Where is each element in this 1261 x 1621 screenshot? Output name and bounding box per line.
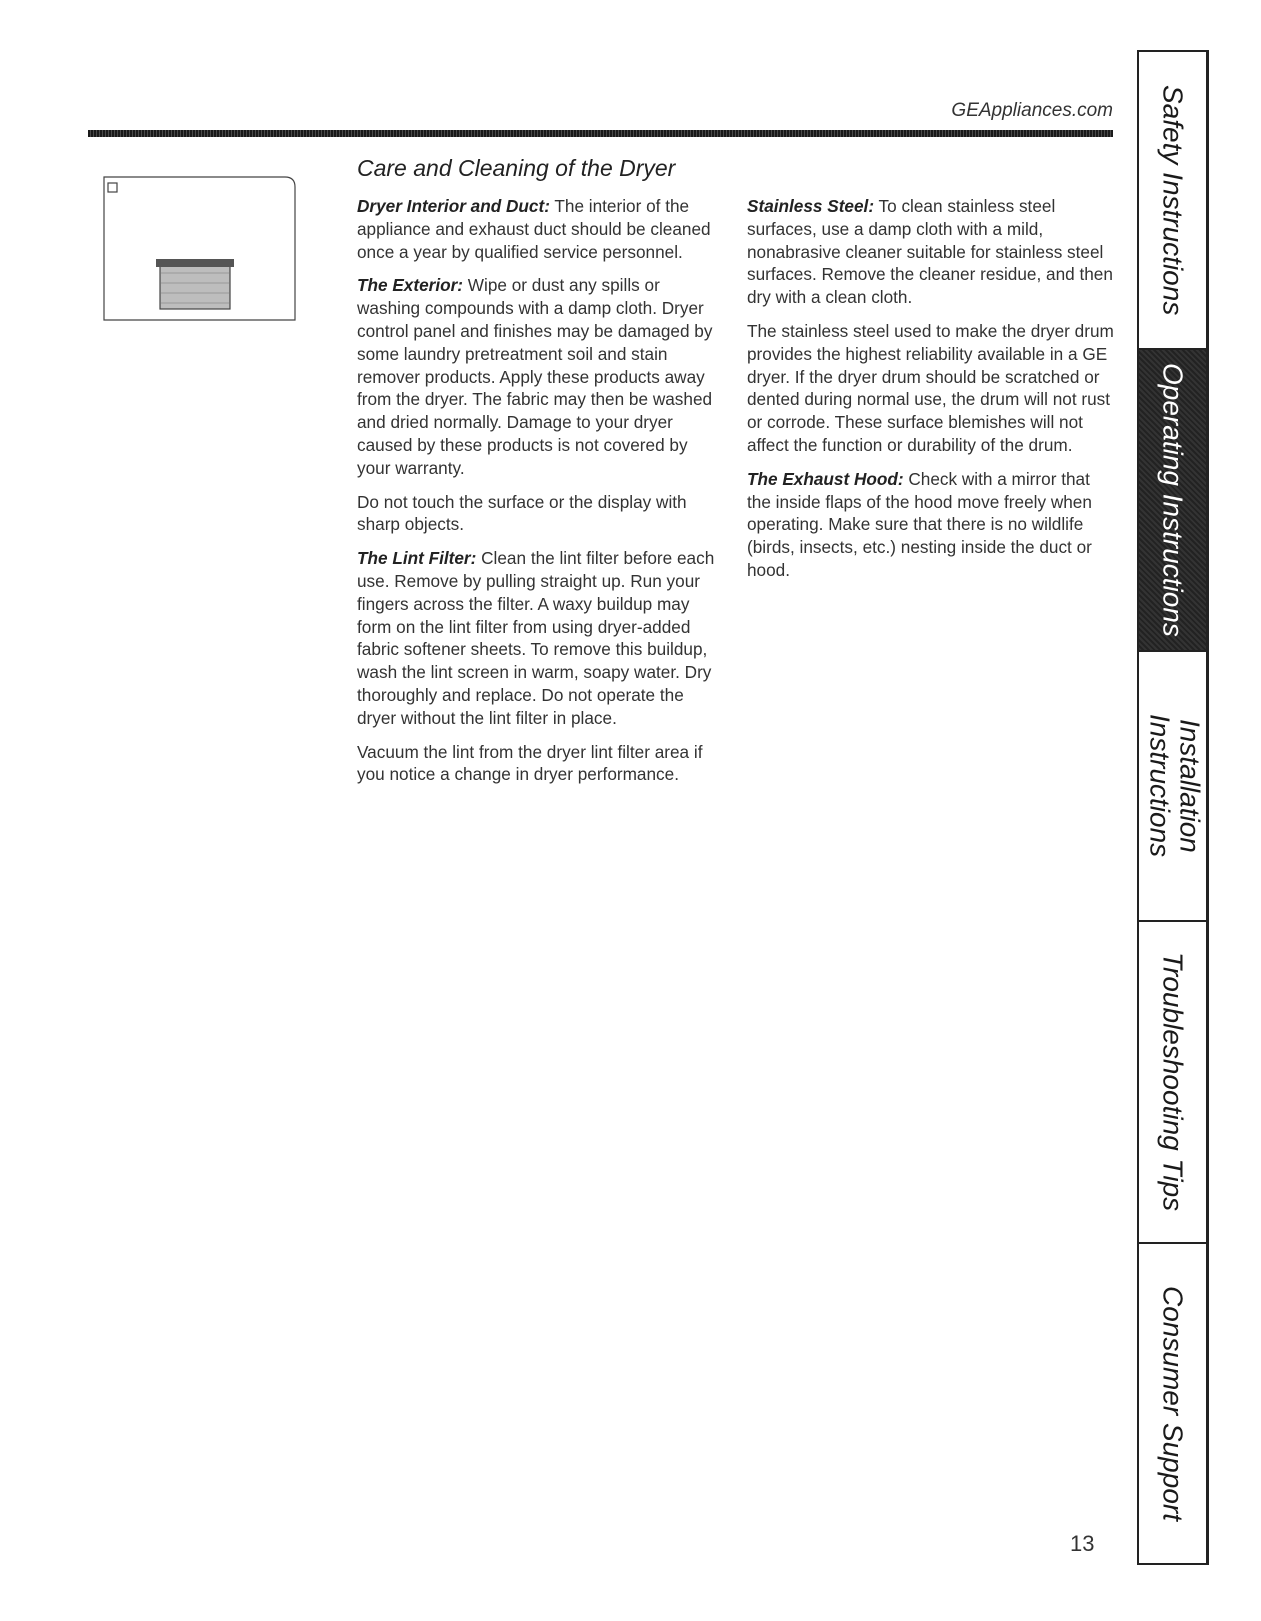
- paragraph-lead: Stainless Steel:: [747, 196, 875, 216]
- tab-label: Troubleshooting Tips: [1157, 952, 1189, 1212]
- tab-installation-instructions[interactable]: [1139, 652, 1206, 922]
- paragraph-text: The stainless steel used to make the dryer drum provides the highest reliability available in a GE dryer. If the dryer drum should be scratched or dented during normal use, the drum will not rust or corrode. These surface blemishes will not affect the function or durability of the drum.: [747, 320, 1114, 455]
- paragraph-text: Check with a mirror that the inside flaps of the hood move freely when operating. Make sure that there is no wildlife (birds, insects, etc.) nesting inside the duct or hood.: [747, 468, 1092, 580]
- left-column: [357, 195, 722, 797]
- paragraph-text: Wipe or dust any spills or washing compounds with a damp cloth. Dryer control panel and finishes may be damaged by some laundry pretreatment soil and stain remover products. Apply these products away from the dryer. The fabric may then be washed and dried normally. Damage to your dryer caused by these products is not covered by your warranty.: [357, 275, 713, 478]
- paragraph-text: To clean stainless steel surfaces, use a damp cloth with a mild, nonabrasive cleaner suitable for stainless steel surfaces. Remove the cleaner residue, and then dry with a clean cloth.: [747, 196, 1113, 308]
- tab-operating-instructions[interactable]: [1139, 350, 1206, 652]
- paragraph-lead: The Exhaust Hood:: [747, 468, 904, 489]
- site-url: GEAppliances.com: [951, 100, 1113, 121]
- paragraph-lead: The Lint Filter:: [357, 548, 477, 569]
- page-number: 13: [1070, 1531, 1095, 1556]
- paragraph-drum: [747, 320, 1117, 457]
- paragraph-exterior: [357, 274, 722, 479]
- paragraph-vacuum: [357, 741, 722, 787]
- paragraph-lead: The Exterior:: [357, 275, 464, 296]
- section-title: Care and Cleaning of the Dryer: [357, 155, 676, 181]
- paragraph-text: Clean the lint filter before each use. Remove by pulling straight up. Run your fingers across the filter. A waxy buildup may form on the lint filter from using dryer-added fabric softener sheets. To remove this buildup, wash the lint screen in warm, soapy water. Dry thoroughly and replace. Do not operate the dryer without the lint filter in place.: [357, 548, 715, 728]
- paragraph-text: The interior of the appliance and exhaust duct should be cleaned once a year by qualified service personnel.: [357, 196, 711, 262]
- tab-label: Consumer Support: [1157, 1285, 1189, 1521]
- paragraph-lead: Dryer Interior and Duct:: [357, 196, 550, 216]
- tab-label: Installation Instructions: [1144, 714, 1206, 858]
- header-rule: [88, 130, 1113, 137]
- tab-safety-instructions[interactable]: [1139, 52, 1206, 350]
- paragraph-exhaust-hood: [747, 468, 1117, 582]
- paragraph-stainless-steel: [747, 195, 1117, 309]
- paragraph-lint-filter: [357, 547, 722, 729]
- tab-troubleshooting-tips[interactable]: [1139, 922, 1206, 1244]
- paragraph-text: Do not touch the surface or the display with sharp objects.: [357, 491, 687, 535]
- right-column: [747, 195, 1117, 593]
- section-tabs: [1137, 50, 1209, 1565]
- tab-label: Operating Instructions: [1157, 363, 1189, 637]
- dryer-lint-filter-illustration: [100, 155, 335, 355]
- tab-consumer-support[interactable]: [1139, 1244, 1206, 1563]
- paragraph-text: Vacuum the lint from the dryer lint filter area if you notice a change in dryer performance.: [357, 741, 703, 785]
- tab-label: Safety Instructions: [1157, 84, 1189, 316]
- paragraph-display-warning: [357, 491, 722, 537]
- paragraph-dryer-interior: [357, 195, 722, 263]
